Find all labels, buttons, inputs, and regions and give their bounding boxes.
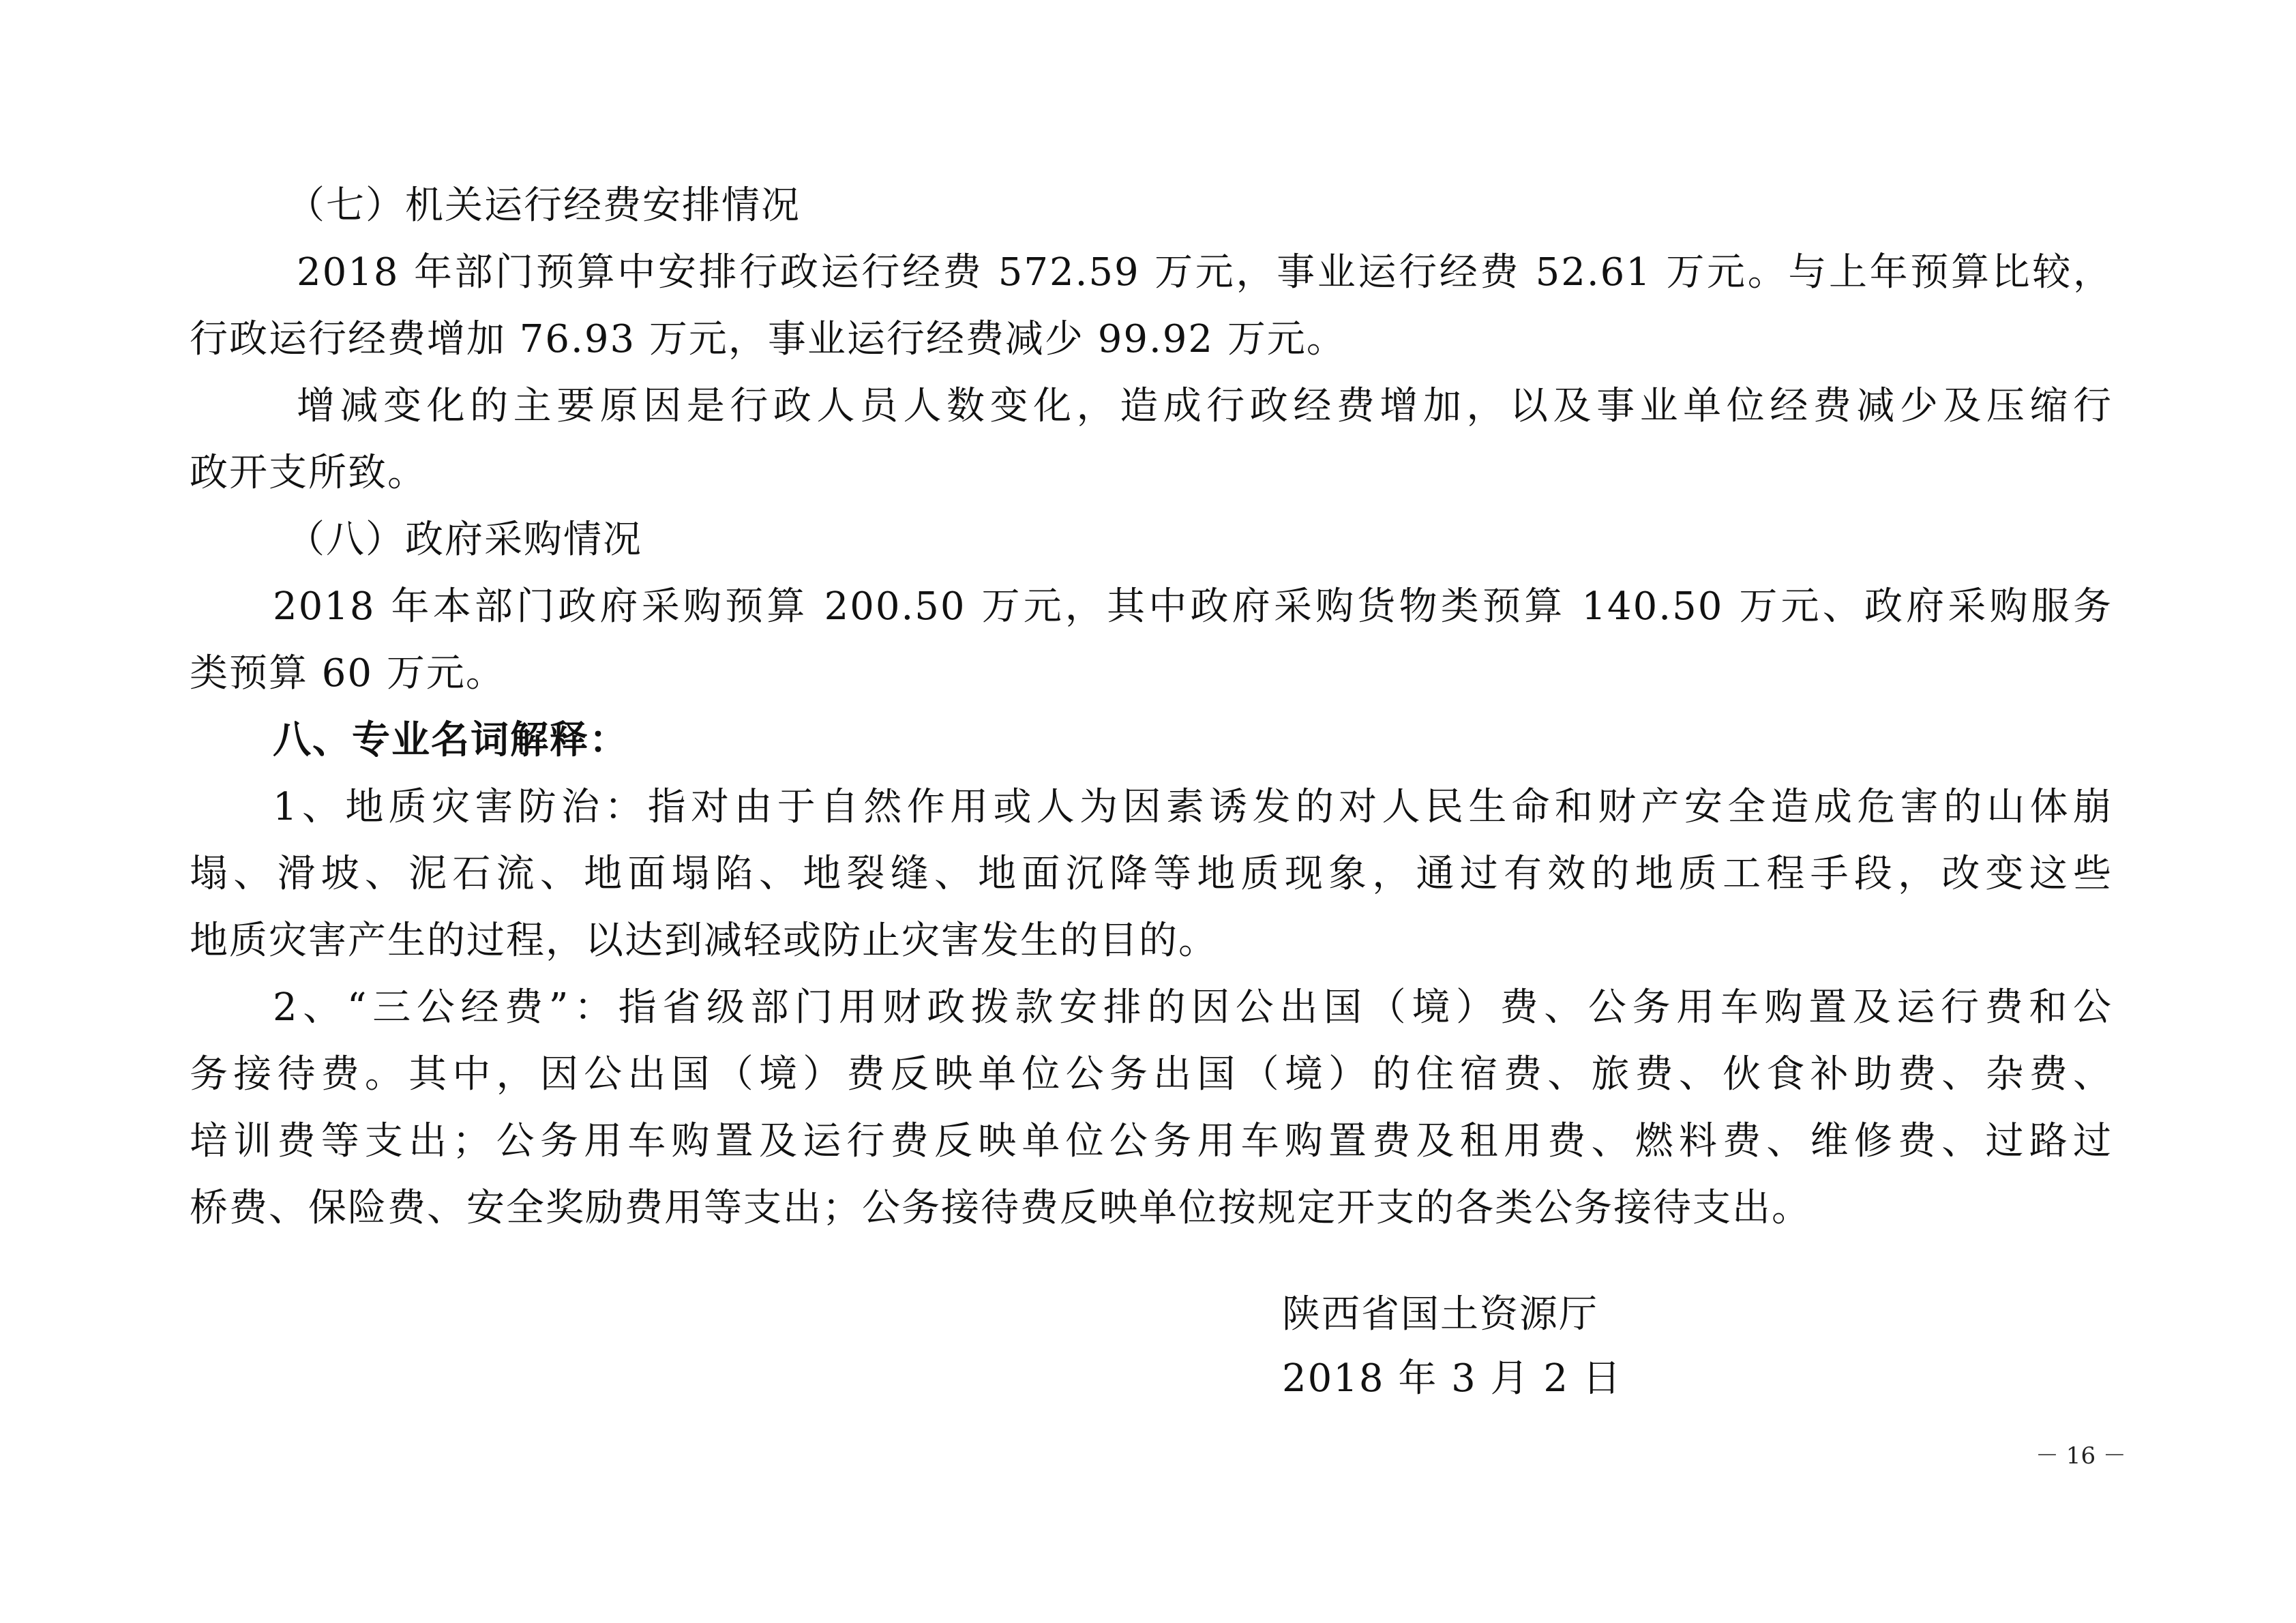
section-7-paragraph-1-line-2: 行政运行经费增加 76.93 万元，事业运行经费减少 99.92 万元。 — [190, 317, 1346, 361]
term-1-line-2: 塌、滑坡、泥石流、地面塌陷、地裂缝、地面沉降等地质现象，通过有效的地质工程手段，改变这些 — [190, 852, 2113, 896]
signature-date: 2018 年 3 月 2 日 — [1282, 1356, 1622, 1401]
section-7-paragraph-1-line-1: 2018 年部门预算中安排行政运行经费 572.59 万元，事业运行经费 52.61 万元。与上年预算比较， — [297, 250, 2113, 295]
page-number: － 16 － — [2036, 1442, 2126, 1470]
term-2-line-3: 培训费等支出；公务用车购置及运行费反映单位公务用车购置费及租用费、燃料费、维修费、过路过 — [190, 1119, 2113, 1163]
section-8-heading: （八）政府采购情况 — [286, 518, 642, 562]
section-8-paragraph-line-2: 类预算 60 万元。 — [190, 651, 505, 696]
signature-organization: 陕西省国土资源厅 — [1282, 1292, 1598, 1337]
section-7-heading: （七）机关运行经费安排情况 — [286, 183, 801, 228]
term-1-line-1: 1、地质灾害防治：指对由于自然作用或人为因素诱发的对人民生命和财产安全造成危害的山体崩 — [273, 785, 2113, 829]
term-1-line-3: 地质灾害产生的过程，以达到减轻或防止灾害发生的目的。 — [190, 919, 1218, 963]
term-2-line-1: 2、“三公经费”：指省级部门用财政拨款安排的因公出国（境）费、公务用车购置及运行费和公 — [273, 985, 2113, 1030]
term-2-line-2: 务接待费。其中，因公出国（境）费反映单位公务出国（境）的住宿费、旅费、伙食补助费、杂费、 — [190, 1052, 2113, 1097]
section-7-paragraph-2-line-1: 增减变化的主要原因是行政人员人数变化，造成行政经费增加，以及事业单位经费减少及压缩行 — [297, 384, 2113, 428]
section-7-paragraph-2-line-2: 政开支所致。 — [190, 451, 427, 495]
section-8-paragraph-line-1: 2018 年本部门政府采购预算 200.50 万元，其中政府采购货物类预算 140.50 万元、政府采购服务 — [273, 584, 2113, 629]
part-8-heading: 八、专业名词解释： — [273, 718, 629, 762]
term-2-line-4: 桥费、保险费、安全奖励费用等支出；公务接待费反映单位按规定开支的各类公务接待支出。 — [190, 1186, 1811, 1230]
